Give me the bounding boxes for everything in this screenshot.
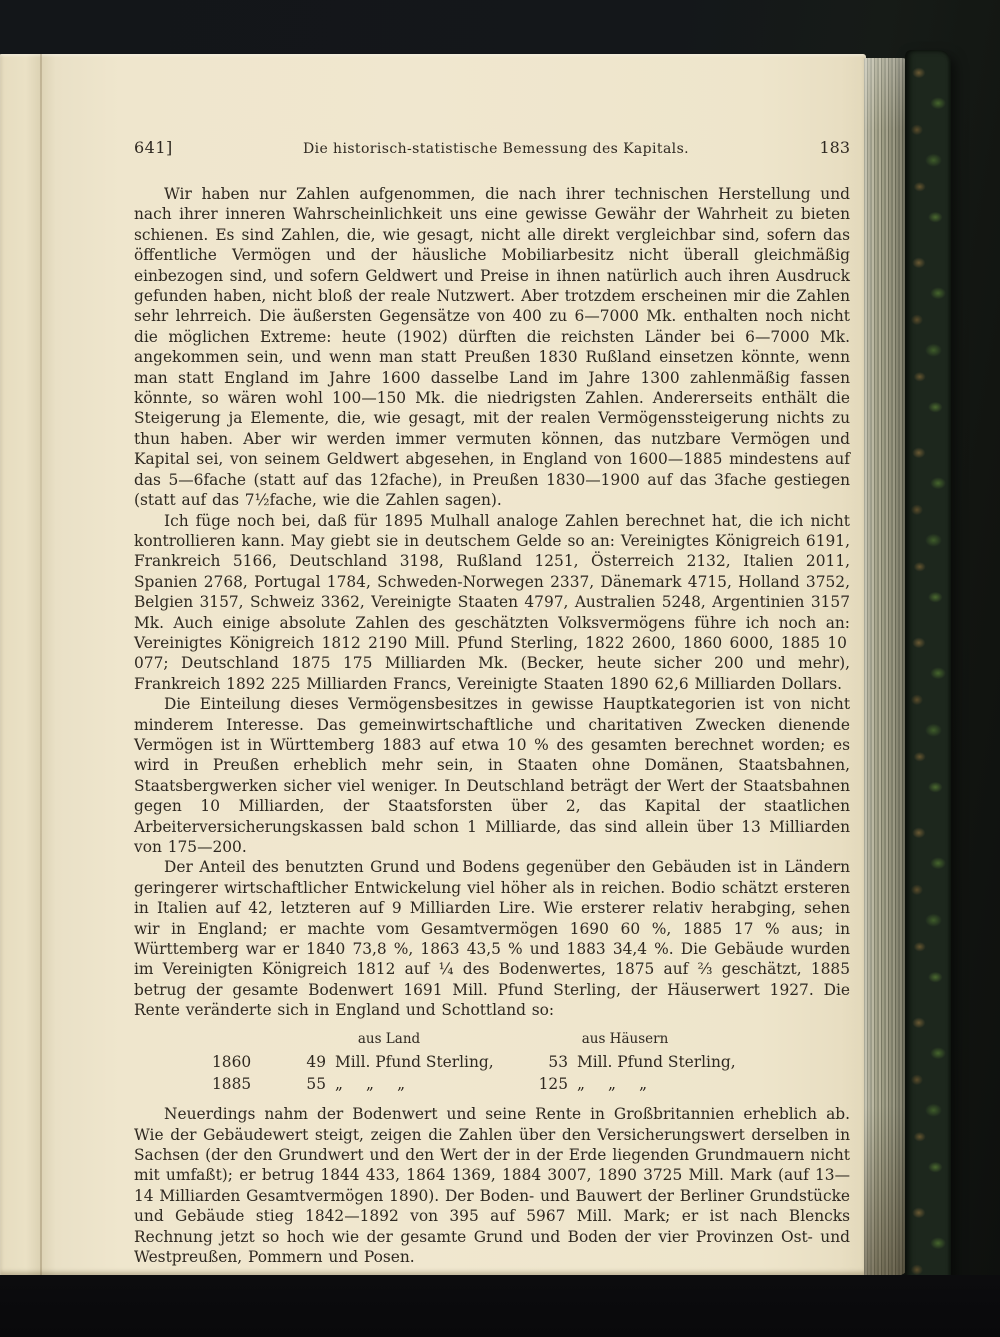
- paragraph-2: Ich füge noch bei, daß für 1895 Mulhall analoge Zahlen berechnet hat, die ich nicht kontrollieren kann. May giebt sie in deutschem Gelde so an: Vereinigtes Königreich 6191, Frankreich 5166, Deutschland 3198, Rußland 1251, Österreich 2132, Italien 2011, Spanien 2768, Portugal 1784, Schweden-Norwegen 2337, Dänemark 4715, Holland 3752, Belgien 3157, Schweiz 3362, Vereinigte Staaten 4797, Australien 5248, Argentinien 3157 Mk. Auch einige absolute Zahlen des geschätzten Volksvermögens führe ich noch an: Vereinigtes Königreich 1812 2190 Mill. Pfund Sterling, 1822 2600, 1860 6000, 1885 10 077; Deutschland 1875 175 Milliarden Mk. (Becker, heute sicher 200 und mehr), Frankreich 1892 225 Milliarden Francs, Vereinigte Staaten 1890 62,6 Milliarden Dollars.: [134, 511, 850, 693]
- running-title: Die historisch-statistische Bemessung des Kapitals.: [303, 141, 689, 157]
- rent-table-row-year: 1885: [212, 1074, 252, 1093]
- book-cover-edge: [905, 50, 951, 1306]
- background-shadow: [0, 1275, 1000, 1337]
- paragraph-3: Die Einteilung dieses Vermögensbesitzes in gewisse Hauptkategorien ist von nicht minderem Interesse. Das gemeinwirtschaftliche und charitativen Zwecken dienende Vermögen ist in Württemberg 1883 auf etwa 10 % des gesamten berechnet worden; es wird in Preußen erheblich mehr sein, in Staaten ohne Domänen, Staatsbahnen, Staatsbergwerken sicher viel weniger. In Deutschland beträgt der Wert der Staatsbahnen gegen 10 Milliarden, der Staatsforsten über 2, das Kapital der staatlichen Arbeiterversicherungskassen bald schon 1 Milliarde, das sind allein über 13 Milliarden von 175—200.: [134, 695, 850, 856]
- page-number: 183: [819, 138, 850, 157]
- page-header: [134, 138, 850, 157]
- paragraph-1: Wir haben nur Zahlen aufgenommen, die nach ihrer technischen Herstellung und nach ihrer inneren Wahrscheinlichkeit uns eine gewisse Gewähr der Wahrheit zu bieten schienen. Es sind Zahlen, die, wie gesagt, nicht alle direkt vergleichbar sind, sofern das öffentliche Vermögen und der häusliche Mobiliarbesitz nicht überall gleichmäßig einbezogen sind, und sofern Geldwert und Preise in ihnen natürlich auch ihren Ausdruck gefunden haben, nicht bloß der reale Nutzwert. Aber trotzdem erscheinen mir die Zahlen sehr lehrreich. Die äußersten Gegensätze von 400 zu 6—7000 Mk. enthalten noch nicht die möglichen Extreme: heute (1902) dürften die reichsten Länder bei 6—7000 Mk. angekommen sein, und wenn man statt Preußen 1830 Rußland einsetzen könnte, wenn man statt England im Jahre 1600 dasselbe Land im Jahre 1300 zahlenmäßig fassen könnte, so wären wohl 100—150 Mk. die niedrigsten Zahlen. Andererseits enthält die Steigerung ja Elemente, die, wie gesagt, mit der realen Vermögenssteigerung nichts zu thun haben. Aber wir werden immer vermuten können, das nutzbare Vermögen und Kapital sei, von seinem Geldwert abgesehen, in England von 1600—1885 mindestens auf das 5—6fache (statt auf das 12fache), in Preußen 1830—1900 auf das 3fache gestiegen (statt auf das 7½fache, wie die Zahlen sagen).: [134, 185, 850, 510]
- rent-table-land-value: 55: [306, 1074, 326, 1093]
- rent-table-land-unit: Mill. Pfund Sterling,: [335, 1053, 494, 1072]
- rent-table-houses-unit: Mill. Pfund Sterling,: [577, 1053, 736, 1072]
- paragraph-4: Der Anteil des benutzten Grund und Bodens gegenüber den Gebäuden ist in Ländern geringerer wirtschaftlicher Entwickelung viel höher als in reichen. Bodio schätzt ersteren in Italien auf 42, letzteren auf 9 Milliarden Lire. Wie ersterer relativ herabging, sehen wir in England; er machte vom Gesamtvermögen 1690 60 %, 1885 17 % aus; in Württemberg war er 1840 73,8 %, 1863 43,5 % und 1883 34,4 %. Die Gebäude wurden im Vereinigten Königreich 1812 auf ¼ des Bodenwertes, 1875 auf ⅔ geschätzt, 1885 betrug der gesamte Bodenwert 1691 Mill. Pfund Sterling, der Häuserwert 1927. Die Rente veränderte sich in England und Schottland so:: [134, 858, 850, 1020]
- rent-table-houses-value: 53: [548, 1053, 568, 1072]
- rent-table-land-value: 49: [306, 1053, 326, 1072]
- rent-table-houses-value: 125: [538, 1074, 568, 1093]
- rent-table-land-unit: „ „ „: [335, 1074, 406, 1093]
- rent-table-header-land: aus Land: [357, 1030, 421, 1047]
- rent-table-houses-unit: „ „ „: [577, 1074, 648, 1093]
- page-edge-stack: [864, 58, 910, 1276]
- folio-number: 641]: [134, 138, 173, 157]
- rent-table: [212, 1029, 850, 1096]
- page-content: [0, 54, 866, 1275]
- rent-table-header-houses: aus Häusern: [581, 1030, 669, 1047]
- paragraph-5: Neuerdings nahm der Bodenwert und seine Rente in Großbritannien erheblich ab. Wie der Gebäudewert steigt, zeigen die Zahlen über den Versicherungswert derselben in Sachsen (der den Grundwert und den Wert der in der Erde liegenden Grundmauern nicht mit umfaßt); er betrug 1844 433, 1864 1369, 1884 3007, 1890 3725 Mill. Mark (auf 13—14 Milliarden Gesamtvermögen 1890). Der Boden- und Bauwert der Berliner Grundstücke und Gebäude stieg 1842—1892 von 395 auf 5967 Mill. Mark; er ist nach Blencks Rechnung jetzt so hoch wie der gesamte Grund und Boden der vier Provinzen Ost- und Westpreußen, Pommern und Posen.: [134, 1105, 850, 1266]
- rent-table-row-year: 1860: [212, 1053, 252, 1072]
